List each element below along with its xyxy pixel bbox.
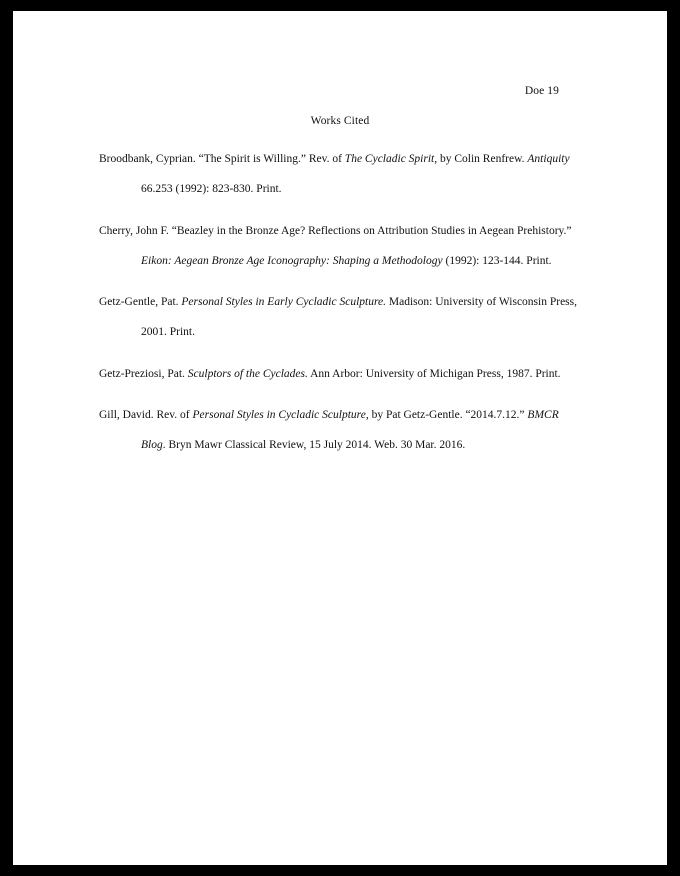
citation-entry — [99, 216, 581, 276]
citation-title-italic: Antiquity — [527, 153, 570, 165]
page-title: Works Cited — [310, 115, 370, 127]
citation-text: Gill, David. Rev. of — [99, 409, 193, 421]
citation-text: 66.253 (1992): 823-830. Print. — [141, 183, 282, 195]
citation-entry — [99, 144, 581, 204]
citation-entry — [99, 400, 581, 460]
running-head: Doe 19 — [524, 85, 559, 97]
document-page — [13, 11, 667, 865]
citation-entry — [99, 287, 581, 347]
citation-title-italic: Personal Styles in Early Cycladic Sculpture. — [181, 296, 387, 308]
citation-text: Cherry, John F. “Beazley in the Bronze Age? Reflections on Attribution Studies in Aegean Prehistory.” — [99, 224, 572, 237]
citation-text: Ann Arbor: University of Michigan Press, 1987. Print. — [307, 367, 561, 380]
citation-title-italic: BMCR Blog — [141, 409, 559, 451]
citation-entry — [99, 359, 581, 389]
citation-text: Getz-Preziosi, Pat. — [99, 367, 188, 380]
citation-title-italic: Sculptors of the Cyclades. — [187, 367, 308, 380]
citation-text: Broodbank, Cyprian. “The Spirit is Willing.” Rev. of — [99, 153, 345, 165]
citation-text: , by Colin Renfrew. — [434, 153, 528, 165]
citation-title-italic: Eikon: Aegean Bronze Age Iconography: Shaping a Methodology — [141, 254, 443, 267]
citation-title-italic: The Cycladic Spirit — [344, 153, 435, 165]
citation-text: Madison: University of Wisconsin Press, 2001. Print. — [141, 296, 578, 338]
citation-text: (1992): 123-144. Print. — [442, 254, 552, 267]
page-content — [13, 11, 667, 865]
works-cited-list — [99, 144, 581, 460]
citation-title-italic: Personal Styles in Cycladic Sculpture — [192, 409, 366, 421]
citation-text: . Bryn Mawr Classical Review, 15 July 2014. Web. 30 Mar. 2016. — [162, 439, 466, 451]
citation-text: , by Pat Getz-Gentle. “2014.7.12.” — [365, 409, 528, 421]
citation-text: Getz-Gentle, Pat. — [99, 296, 182, 308]
